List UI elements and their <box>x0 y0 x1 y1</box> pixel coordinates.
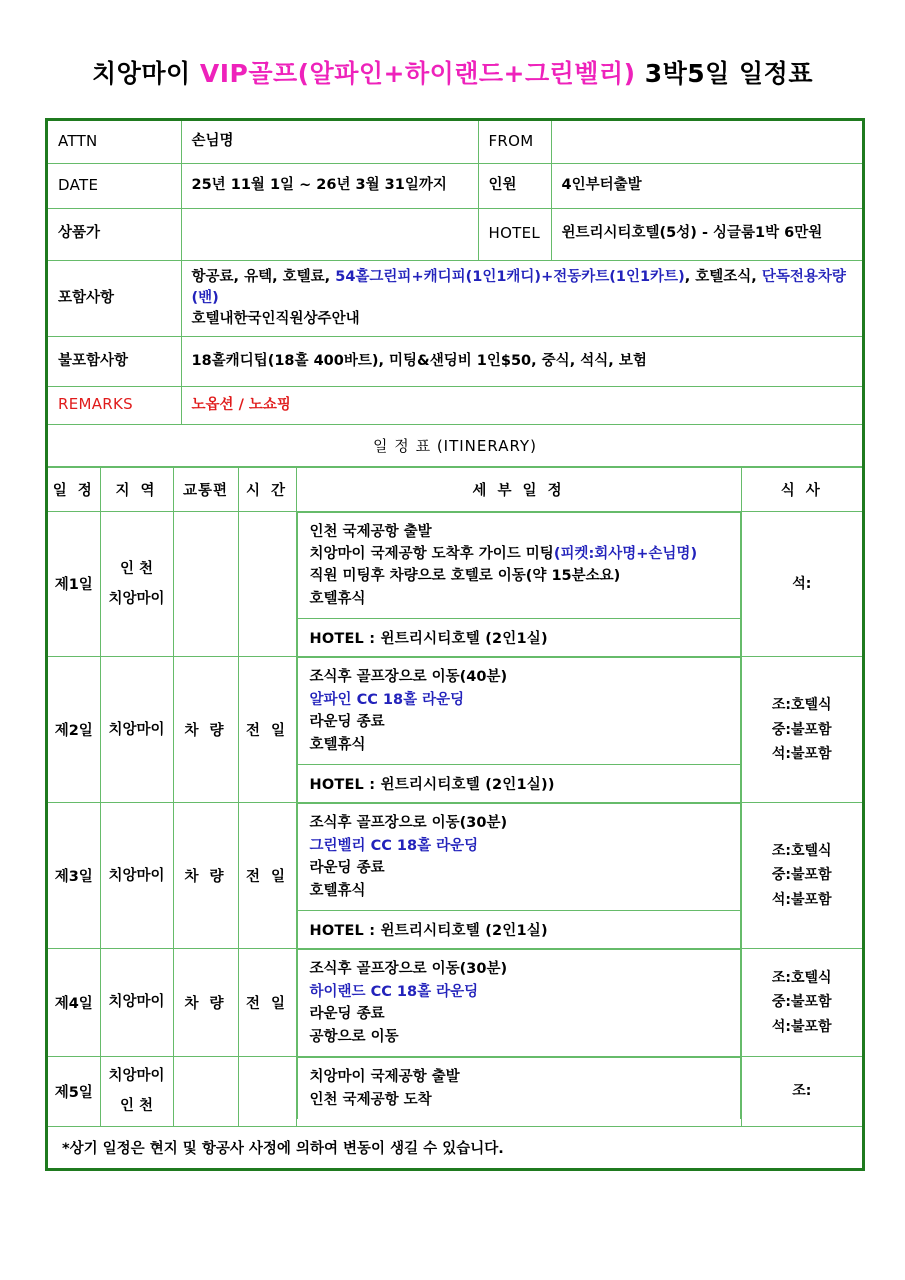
date-value-cell <box>181 163 478 208</box>
meal-label-cell <box>741 657 862 803</box>
attn-value: 손님명 <box>191 133 234 150</box>
detail-cell <box>296 803 741 949</box>
included-segments <box>192 269 846 306</box>
date-label-cell <box>48 163 181 208</box>
time-label-cell <box>238 1057 296 1127</box>
detail-hotel: HOTEL : 윈트리시티호텔 (2인1실)) <box>309 777 555 794</box>
info-table <box>48 121 862 467</box>
pax-label: 인원 <box>488 176 517 193</box>
header-cell-transport <box>173 467 238 511</box>
meal-line: 중:불포함 <box>771 994 832 1011</box>
detail-sub-table <box>297 1057 741 1119</box>
time-label <box>239 580 296 588</box>
region-line: 치앙마이 <box>108 867 165 884</box>
detail-schedule <box>298 950 740 1056</box>
day-label-cell <box>48 949 100 1057</box>
meal-line: 석:불포함 <box>771 891 832 908</box>
region-label <box>101 711 173 749</box>
detail-hotel: HOTEL : 윈트리시티호텔 (2인1실) <box>309 923 548 940</box>
transport-label-cell <box>173 803 238 949</box>
detail-sub-table <box>297 803 741 948</box>
text-segment-1: (피켓:회사명+손님명) <box>553 546 698 563</box>
header-cell-day <box>48 467 100 511</box>
remarks-value-cell <box>181 386 862 424</box>
excluded-label: 불포함사항 <box>58 352 129 369</box>
excluded-label-cell <box>48 336 181 386</box>
region-line: 인 천 <box>119 560 154 577</box>
table-row <box>48 511 862 657</box>
region-label-cell <box>100 511 173 657</box>
region-line: 치앙마이 <box>108 590 165 607</box>
itinerary-table <box>48 467 862 1127</box>
footnote-text: *상기 일정은 현지 및 항공사 사정에 의하여 변동이 생길 수 있습니다. <box>62 1140 504 1157</box>
column-header-transport: 교통편 <box>182 482 229 499</box>
day-label: 제1일 <box>54 577 93 594</box>
price-value <box>182 228 478 240</box>
document-frame <box>45 118 865 1171</box>
text-segment-0: 조식후 골프장으로 이동(30분) <box>309 815 508 832</box>
meal-line: 석:불포함 <box>771 1018 832 1035</box>
region-label <box>101 550 173 619</box>
time-label: 전 일 <box>245 869 289 886</box>
remarks-label-cell <box>48 386 181 424</box>
time-label-cell <box>238 511 296 657</box>
table-row <box>48 657 862 803</box>
time-label-cell <box>238 803 296 949</box>
region-label <box>101 983 173 1021</box>
text-segment-0: 조식후 골프장으로 이동(30분) <box>309 961 508 978</box>
header-cell-details <box>296 467 741 511</box>
region-label-cell <box>100 1057 173 1127</box>
detail-sub-table <box>297 657 741 802</box>
meal-line: 중:불포함 <box>771 867 832 884</box>
itinerary-section-title-cell <box>48 424 862 466</box>
meal-label <box>742 962 863 1044</box>
title-part-3: 3박5일 일정표 <box>635 59 813 88</box>
title-part-accent: VIP골프(알파인+하이랜드+그린벨리) <box>199 59 636 88</box>
text-segment-0: 인천 국제공항 출발 <box>309 523 432 540</box>
meal-label <box>742 835 863 917</box>
included-line2: 호텔내한국인직원상주안내 <box>191 310 360 327</box>
meal-line: 중:불포함 <box>771 721 832 738</box>
remarks-value: 노옵션 / 노쇼핑 <box>191 396 291 413</box>
transport-label <box>174 580 238 588</box>
header-cell-region <box>100 467 173 511</box>
text-segment-0: 알파인 CC 18홀 라운딩 <box>309 691 465 708</box>
hotel-label: HOTEL <box>488 224 541 243</box>
detail-cell <box>296 1057 741 1127</box>
text-segment-0: 호텔휴식 <box>309 882 366 899</box>
time-label: 전 일 <box>245 723 289 740</box>
day-label: 제4일 <box>54 996 93 1013</box>
transport-label-cell <box>173 949 238 1057</box>
date-value: 25년 11월 1일 ~ 26년 3월 31일까지 <box>191 176 447 193</box>
meal-line: 조: <box>792 1083 812 1100</box>
day-label-cell <box>48 511 100 657</box>
page-title <box>0 54 905 90</box>
region-line: 치앙마이 <box>108 1068 165 1085</box>
table-row <box>48 336 862 386</box>
table-row <box>48 260 862 336</box>
detail-sub-table <box>297 512 741 657</box>
transport-label: 차 량 <box>184 996 227 1013</box>
text-segment-0: 치앙마이 국제공항 도착후 가이드 미팅 <box>309 546 554 563</box>
region-label-cell <box>100 949 173 1057</box>
time-label-cell <box>238 949 296 1057</box>
meal-label-cell <box>741 511 862 657</box>
header-cell-meals <box>741 467 862 511</box>
hotel-value: 윈트리시티호텔(5성) - 싱글룸1박 6만원 <box>561 225 823 242</box>
detail-schedule <box>298 658 740 764</box>
text-segment-0: 호텔휴식 <box>309 736 366 753</box>
column-header-day: 일 정 <box>52 482 95 499</box>
table-row <box>48 1057 862 1127</box>
text-segment-0: 라운딩 종료 <box>309 714 385 731</box>
price-label-cell <box>48 208 181 260</box>
pax-label-cell <box>478 163 551 208</box>
header-cell-time <box>238 467 296 511</box>
itinerary-header-row <box>48 467 862 511</box>
meal-line: 석:불포함 <box>771 746 832 763</box>
from-label: FROM <box>488 131 534 150</box>
meal-line: 조:호텔식 <box>771 697 832 714</box>
from-label-cell <box>478 121 551 163</box>
title-part-1: 치앙마이 <box>92 59 200 88</box>
meal-label <box>742 689 863 771</box>
attn-value-cell <box>181 121 478 163</box>
meal-label <box>742 1075 863 1108</box>
detail-schedule <box>298 513 740 619</box>
text-segment-3: 단독전용차량(밴) <box>191 268 846 306</box>
detail-sub-table <box>297 949 741 1056</box>
region-line: 치앙마이 <box>108 721 165 738</box>
text-segment-0: 라운딩 종료 <box>309 860 385 877</box>
text-segment-1: 54홀그린피+캐디피(1인1캐디)+전동카트(1인1카트) <box>335 268 685 285</box>
day-label-cell <box>48 657 100 803</box>
pax-value: 4인부터출발 <box>561 176 642 193</box>
region-label-cell <box>100 657 173 803</box>
region-label <box>101 1057 173 1126</box>
footnote-table <box>48 1127 862 1168</box>
attn-label: ATTN <box>58 131 98 150</box>
day-label: 제5일 <box>54 1084 93 1101</box>
footnote-cell <box>48 1127 862 1168</box>
excluded-value-cell <box>181 336 862 386</box>
from-value-cell <box>551 121 862 163</box>
table-row <box>48 949 862 1057</box>
meal-line: 조:호텔식 <box>771 969 832 986</box>
region-label <box>101 857 173 895</box>
table-row <box>48 803 862 949</box>
detail-schedule <box>298 804 740 910</box>
table-row <box>48 121 862 163</box>
transport-label-cell <box>173 1057 238 1127</box>
pax-value-cell <box>551 163 862 208</box>
text-segment-0: 공항으로 이동 <box>309 1028 399 1045</box>
hotel-label-cell <box>478 208 551 260</box>
text-segment-0: 항공료, 유텍, 호텔료, <box>191 268 336 285</box>
table-row <box>48 163 862 208</box>
excluded-value: 18홀캐디팁(18홀 400바트), 미팅&샌딩비 1인$50, 중식, 석식, 보험 <box>191 352 647 369</box>
detail-hotel: HOTEL : 윈트리시티호텔 (2인1실) <box>309 631 548 648</box>
column-header-meals: 식 사 <box>780 482 823 499</box>
text-segment-0: 그린벨리 CC 18홀 라운딩 <box>309 837 479 854</box>
text-segment-0: 인천 국제공항 도착 <box>309 1091 432 1108</box>
text-segment-0: 라운딩 종료 <box>309 1006 385 1023</box>
text-segment-0: 직원 미팅후 차량으로 호텔로 이동(약 15분소요) <box>309 568 621 585</box>
date-label: DATE <box>58 175 99 194</box>
meal-label-cell <box>741 949 862 1057</box>
price-value-cell <box>181 208 478 260</box>
transport-label-cell <box>173 511 238 657</box>
region-line: 치앙마이 <box>108 994 165 1011</box>
region-line: 인 천 <box>119 1098 154 1115</box>
detail-cell <box>296 949 741 1057</box>
transport-label: 차 량 <box>184 869 227 886</box>
hotel-value-cell <box>551 208 862 260</box>
text-segment-2: , 호텔조식, <box>684 268 762 285</box>
column-header-time: 시 간 <box>245 482 289 499</box>
detail-cell <box>296 657 741 803</box>
column-header-region: 지 역 <box>115 482 158 499</box>
column-header-details: 세 부 일 정 <box>472 482 565 499</box>
detail-cell <box>296 511 741 657</box>
text-segment-0: 하이랜드 CC 18홀 라운딩 <box>309 983 479 1000</box>
day-label: 제2일 <box>54 723 93 740</box>
remarks-label: REMARKS <box>58 395 133 414</box>
from-value <box>552 136 863 148</box>
transport-label: 차 량 <box>184 723 227 740</box>
included-label-cell <box>48 260 181 336</box>
meal-line: 조:호텔식 <box>771 842 832 859</box>
detail-schedule <box>298 1058 740 1119</box>
region-label-cell <box>100 803 173 949</box>
meal-label-cell <box>741 803 862 949</box>
day-label-cell <box>48 1057 100 1127</box>
transport-label <box>174 1087 238 1095</box>
text-segment-0: 치앙마이 국제공항 출발 <box>309 1069 460 1086</box>
table-row <box>48 208 862 260</box>
table-row <box>48 1127 862 1168</box>
attn-label-cell <box>48 121 181 163</box>
text-segment-0: 호텔휴식 <box>309 590 366 607</box>
day-label: 제3일 <box>54 869 93 886</box>
meal-line: 석: <box>792 575 812 592</box>
time-label: 전 일 <box>245 996 289 1013</box>
meal-label <box>742 568 863 601</box>
price-label: 상품가 <box>58 225 101 242</box>
included-value-cell <box>181 260 862 336</box>
transport-label-cell <box>173 657 238 803</box>
included-value <box>182 261 863 336</box>
table-row <box>48 386 862 424</box>
table-row <box>48 424 862 466</box>
time-label <box>239 1087 296 1095</box>
meal-label-cell <box>741 1057 862 1127</box>
time-label-cell <box>238 657 296 803</box>
day-label-cell <box>48 803 100 949</box>
text-segment-0: 조식후 골프장으로 이동(40분) <box>309 669 508 686</box>
included-label: 포함사항 <box>58 289 115 306</box>
itinerary-section-title: 일 정 표 (ITINERARY) <box>373 436 537 455</box>
